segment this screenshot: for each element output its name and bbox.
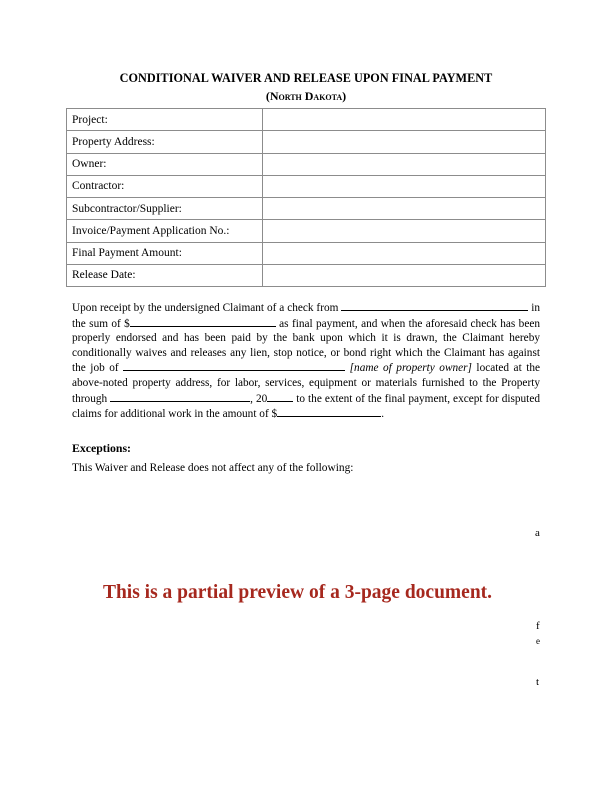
row-value-project[interactable] xyxy=(263,109,546,131)
row-value-subcontractor[interactable] xyxy=(263,198,546,220)
row-value-invoice[interactable] xyxy=(263,220,546,242)
document-subtitle: (North Dakota) xyxy=(265,89,347,103)
table-row xyxy=(67,198,546,220)
row-label-release-date: Release Date: xyxy=(67,264,263,286)
payer-name-blank[interactable] xyxy=(341,300,528,311)
row-value-contractor[interactable] xyxy=(263,175,546,197)
text-fragment: f xyxy=(536,620,540,632)
row-value-final-payment[interactable] xyxy=(263,242,546,264)
owner-placeholder: [name of property owner] xyxy=(349,362,472,375)
paragraph-text: , 20 xyxy=(250,392,268,405)
exceptions-text: This Waiver and Release does not affect any of the following: xyxy=(72,462,354,474)
table-row xyxy=(67,109,546,131)
row-label-subcontractor: Subcontractor/Supplier: xyxy=(67,198,263,220)
document-title: CONDITIONAL WAIVER AND RELEASE UPON FINAL PAYMENT xyxy=(119,71,493,85)
disputed-amount-blank[interactable] xyxy=(277,406,381,417)
table-row xyxy=(67,264,546,286)
paragraph-text: in the sum of $ xyxy=(72,302,541,330)
paragraph-text: Upon receipt by the undersigned Claimant of a check from xyxy=(72,302,339,314)
row-value-owner[interactable] xyxy=(263,153,546,175)
owner-name-blank[interactable] xyxy=(123,360,345,371)
table-row xyxy=(67,220,546,242)
partial-preview-banner: This is a partial preview of a 3-page document. xyxy=(102,582,493,603)
paragraph-text: . xyxy=(381,408,385,421)
text-fragment: t xyxy=(536,676,540,688)
row-label-owner: Owner: xyxy=(67,153,263,175)
exceptions-heading: Exceptions: xyxy=(72,441,131,455)
row-label-contractor: Contractor: xyxy=(67,175,263,197)
row-value-release-date[interactable] xyxy=(263,264,546,286)
amount-blank[interactable] xyxy=(130,316,276,327)
table-row xyxy=(67,153,546,175)
text-fragment: e xyxy=(536,636,540,646)
project-info-table xyxy=(66,108,546,287)
row-label-property-address: Property Address: xyxy=(67,131,263,153)
text-fragment: a xyxy=(535,527,540,539)
through-date-blank[interactable] xyxy=(110,391,250,402)
paragraph-text: as final payment, and when the aforesaid check has been properly endorsed and has been paid by the bank upon which it is drawn, the Claimant hereby conditionally waives and releases any lien, stop notice, or bond right which the Claimant has against the job of xyxy=(72,317,540,375)
year-blank[interactable] xyxy=(267,391,293,402)
row-label-final-payment: Final Payment Amount: xyxy=(67,242,263,264)
waiver-paragraph xyxy=(72,300,540,422)
row-label-invoice: Invoice/Payment Application No.: xyxy=(67,220,263,242)
table-row xyxy=(67,175,546,197)
row-label-project: Project: xyxy=(67,109,263,131)
paragraph-text: located at the above-noted property address, for labor, services, equipment or materials furnished to the Property through xyxy=(72,362,541,405)
table-row xyxy=(67,131,546,153)
row-value-property-address[interactable] xyxy=(263,131,546,153)
table-row xyxy=(67,242,546,264)
paragraph-text: to the extent of the final payment, except for disputed claims for additional work in the amount of $ xyxy=(72,392,540,421)
